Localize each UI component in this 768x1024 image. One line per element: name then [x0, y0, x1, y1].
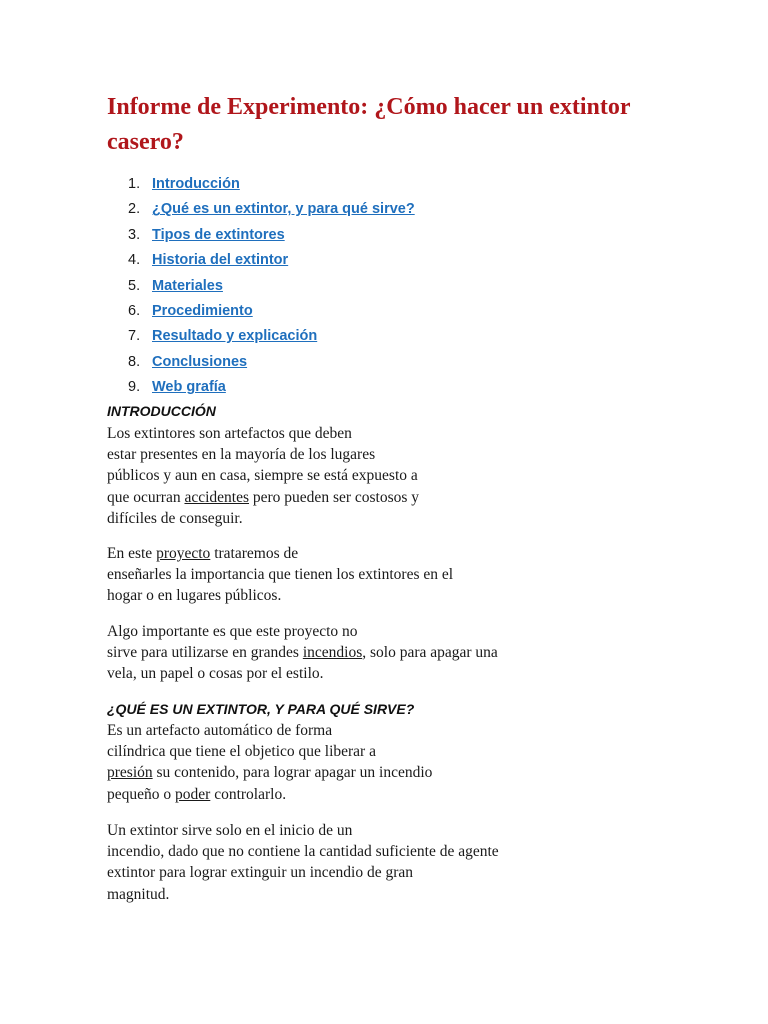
toc-link-historia[interactable]: Historia del extintor [152, 252, 289, 269]
text-segment: , solo para apagar una [362, 644, 498, 662]
text-line: extintor para lograr extinguir un incendio de gran [107, 864, 414, 882]
toc-link-procedimiento[interactable]: Procedimiento [152, 302, 253, 319]
page-title: Informe de Experimento: ¿Cómo hacer un extintor casero? [107, 94, 631, 155]
intro-paragraph-3 [107, 621, 498, 685]
text-line: Un extintor sirve solo en el inicio de un [107, 822, 353, 839]
link-incendios[interactable]: incendios [302, 644, 363, 662]
toc-item [107, 324, 415, 349]
intro-paragraph-2 [107, 543, 453, 607]
text-segment: trataremos de [210, 545, 299, 562]
text-line [107, 762, 432, 783]
toc-number: 4. [128, 252, 141, 269]
text-line: vela, un papel o cosas por el estilo. [107, 665, 324, 683]
toc-number: 2. [128, 201, 141, 218]
text-segment: pero pueden ser costosos y [249, 488, 420, 506]
toc-link-tipos[interactable]: Tipos de extintores [152, 226, 285, 243]
text-line: Es un artefacto automático de forma [107, 722, 333, 739]
toc-link-materiales[interactable]: Materiales [152, 277, 223, 294]
intro-paragraph-1 [107, 423, 419, 529]
toc-number: 9. [128, 379, 141, 396]
toc-number: 6. [128, 302, 141, 319]
toc-item [107, 274, 415, 299]
toc-link-web-grafia[interactable]: Web grafía [152, 379, 226, 396]
toc-link-que-es[interactable]: ¿Qué es un extintor, y para qué sirve? [152, 201, 415, 218]
toc-link-conclusiones[interactable]: Conclusiones [152, 353, 248, 370]
section-heading-introduccion: INTRODUCCIÓN [107, 403, 216, 419]
text-segment: controlarlo. [210, 785, 287, 803]
text-segment: que ocurran [107, 488, 185, 506]
text-line [107, 543, 453, 564]
text-segment: sirve para utilizarse en grandes [107, 644, 303, 662]
text-line [107, 487, 419, 508]
toc-item [107, 172, 415, 197]
toc-item [107, 197, 415, 222]
text-line: públicos y aun en casa, siempre se está expuesto a [107, 467, 418, 485]
toc-link-introduccion[interactable]: Introducción [152, 176, 240, 192]
link-presion[interactable]: presión [107, 764, 153, 782]
toc-number: 8. [128, 353, 141, 370]
text-line: cilíndrica que tiene el objetico que liberar a [107, 743, 376, 761]
text-segment: su contenido, para lograr apagar un incendio [152, 764, 433, 782]
text-line: incendio, dado que no contiene la cantidad suficiente de agente [107, 843, 499, 861]
toc-number: 3. [128, 226, 141, 243]
que-es-paragraph-2 [107, 820, 499, 905]
toc-item [107, 350, 415, 375]
text-segment: En este [107, 545, 157, 562]
text-line: Los extintores son artefactos que deben [107, 425, 352, 442]
text-line: hogar o en lugares públicos. [107, 587, 282, 605]
text-line: enseñarles la importancia que tienen los extintores en el [107, 566, 454, 584]
text-line [107, 642, 498, 663]
toc-item [107, 375, 415, 400]
text-line: Algo importante es que este proyecto no [107, 623, 358, 640]
que-es-paragraph-1 [107, 720, 432, 805]
section-heading-que-es: ¿QUÉ ES UN EXTINTOR, Y PARA QUÉ SIRVE? [107, 701, 415, 717]
toc-number: 7. [128, 328, 141, 345]
toc-number: 5. [128, 277, 141, 294]
toc-number: 1. [128, 176, 141, 192]
link-accidentes[interactable]: accidentes [184, 488, 250, 506]
text-line: estar presentes en la mayoría de los lugares [107, 446, 376, 464]
link-proyecto[interactable]: proyecto [156, 545, 211, 562]
link-poder[interactable]: poder [175, 785, 211, 803]
toc-item [107, 248, 415, 273]
toc-item [107, 223, 415, 248]
table-of-contents [107, 172, 415, 401]
text-line [107, 784, 432, 805]
text-line: magnitud. [107, 885, 170, 903]
toc-item [107, 299, 415, 324]
toc-link-resultado[interactable]: Resultado y explicación [152, 328, 318, 345]
text-segment: pequeño o [107, 785, 176, 803]
text-line: difíciles de conseguir. [107, 509, 243, 527]
